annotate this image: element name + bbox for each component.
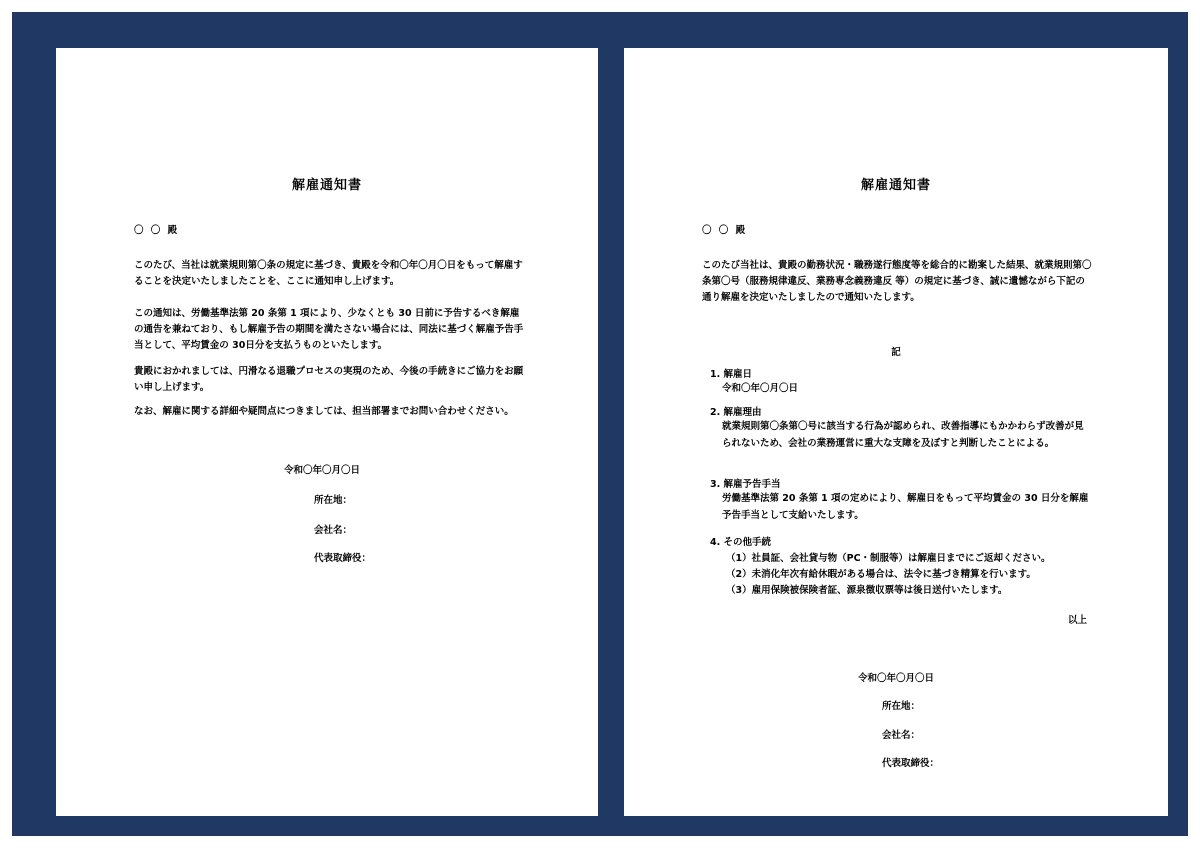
address-label: 所在地： — [314, 495, 353, 506]
closing-ijo: 以上 — [1068, 615, 1088, 626]
right-page — [624, 48, 1168, 816]
paragraph-1: このたび、当社は就業規則第〇条の規定に基づき、貴殿を令和〇年〇月〇日をもって解雇することを決定いたしましたことを、ここに通知申し上げます。 — [134, 260, 523, 287]
paragraph-4: なお、解雇に関する詳細や疑問点につきましては、担当部署までお問い合わせください。 — [134, 406, 514, 417]
other-item-1: （1）社員証、会社貸与物（PC・制服等）は解雇日までにご返却ください。 — [726, 553, 1051, 564]
paragraph-3: 貴殿におかれましては、円滑なる退職プロセスの実現のため、今後の手続きにご協力をお願い申し上げます。 — [134, 366, 524, 393]
intro-paragraph: このたび当社は、貴殿の勤務状況・職務遂行態度等を総合的に勘案した結果、就業規則第〇条第〇号（服務規律違反、業務専念義務違反 等）の規定に基づき、誠に遺憾ながら下記の通り解雇を決定いたしましたので通知いたします。 — [702, 260, 1092, 303]
representative-label: 代表取締役： — [314, 553, 372, 564]
representative-label: 代表取締役： — [882, 758, 940, 769]
addressee: 〇 〇 殿 — [702, 225, 748, 236]
section-body-dismissal-date: 令和〇年〇月〇日 — [722, 383, 799, 394]
date-line: 令和〇年〇月〇日 — [283, 465, 360, 476]
section-heading-reason: 2. 解雇理由 — [710, 407, 762, 418]
company-label: 会社名： — [882, 730, 921, 741]
other-item-3: （3）雇用保険被保険者証、源泉徴収票等は後日送付いたします。 — [726, 585, 1008, 596]
date-line: 令和〇年〇月〇日 — [857, 673, 934, 684]
page-title: 解雇通知書 — [291, 178, 362, 193]
document-preview-frame — [12, 12, 1188, 836]
addressee: 〇 〇 殿 — [134, 225, 180, 236]
address-label: 所在地： — [882, 701, 921, 712]
section-body-reason: 就業規則第〇条第〇号に該当する行為が認められ、改善指導にもかかわらず改善が見られないため、会社の業務運営に重大な支障を及ぼすと判断したことによる。 — [722, 421, 1084, 449]
section-body-notice-allowance: 労働基準法第 20 条第 1 項の定めにより、解雇日をもって平均賃金の 30 日分を解雇予告手当として支給いたします。 — [722, 493, 1089, 521]
ki-heading: 記 — [891, 347, 901, 358]
company-label: 会社名： — [314, 525, 353, 536]
page-title: 解雇通知書 — [860, 178, 931, 193]
left-page — [56, 48, 598, 816]
section-heading-notice-allowance: 3. 解雇予告手当 — [710, 479, 781, 490]
paragraph-2: この通知は、労働基準法第 20 条第 1 項により、少なくとも 30 日前に予告するべき解雇の通告を兼ねており、もし解雇予告の期間を満たさない場合には、同法に基づく解雇予告手当として、平均賃金の 30日分を支払うものといたします。 — [134, 308, 524, 351]
section-heading-dismissal-date: 1. 解雇日 — [710, 369, 753, 380]
section-heading-other-procedures: 4. その他手続 — [710, 537, 772, 548]
other-item-2: （2）未消化年次有給休暇がある場合は、法令に基づき精算を行います。 — [726, 569, 1036, 580]
